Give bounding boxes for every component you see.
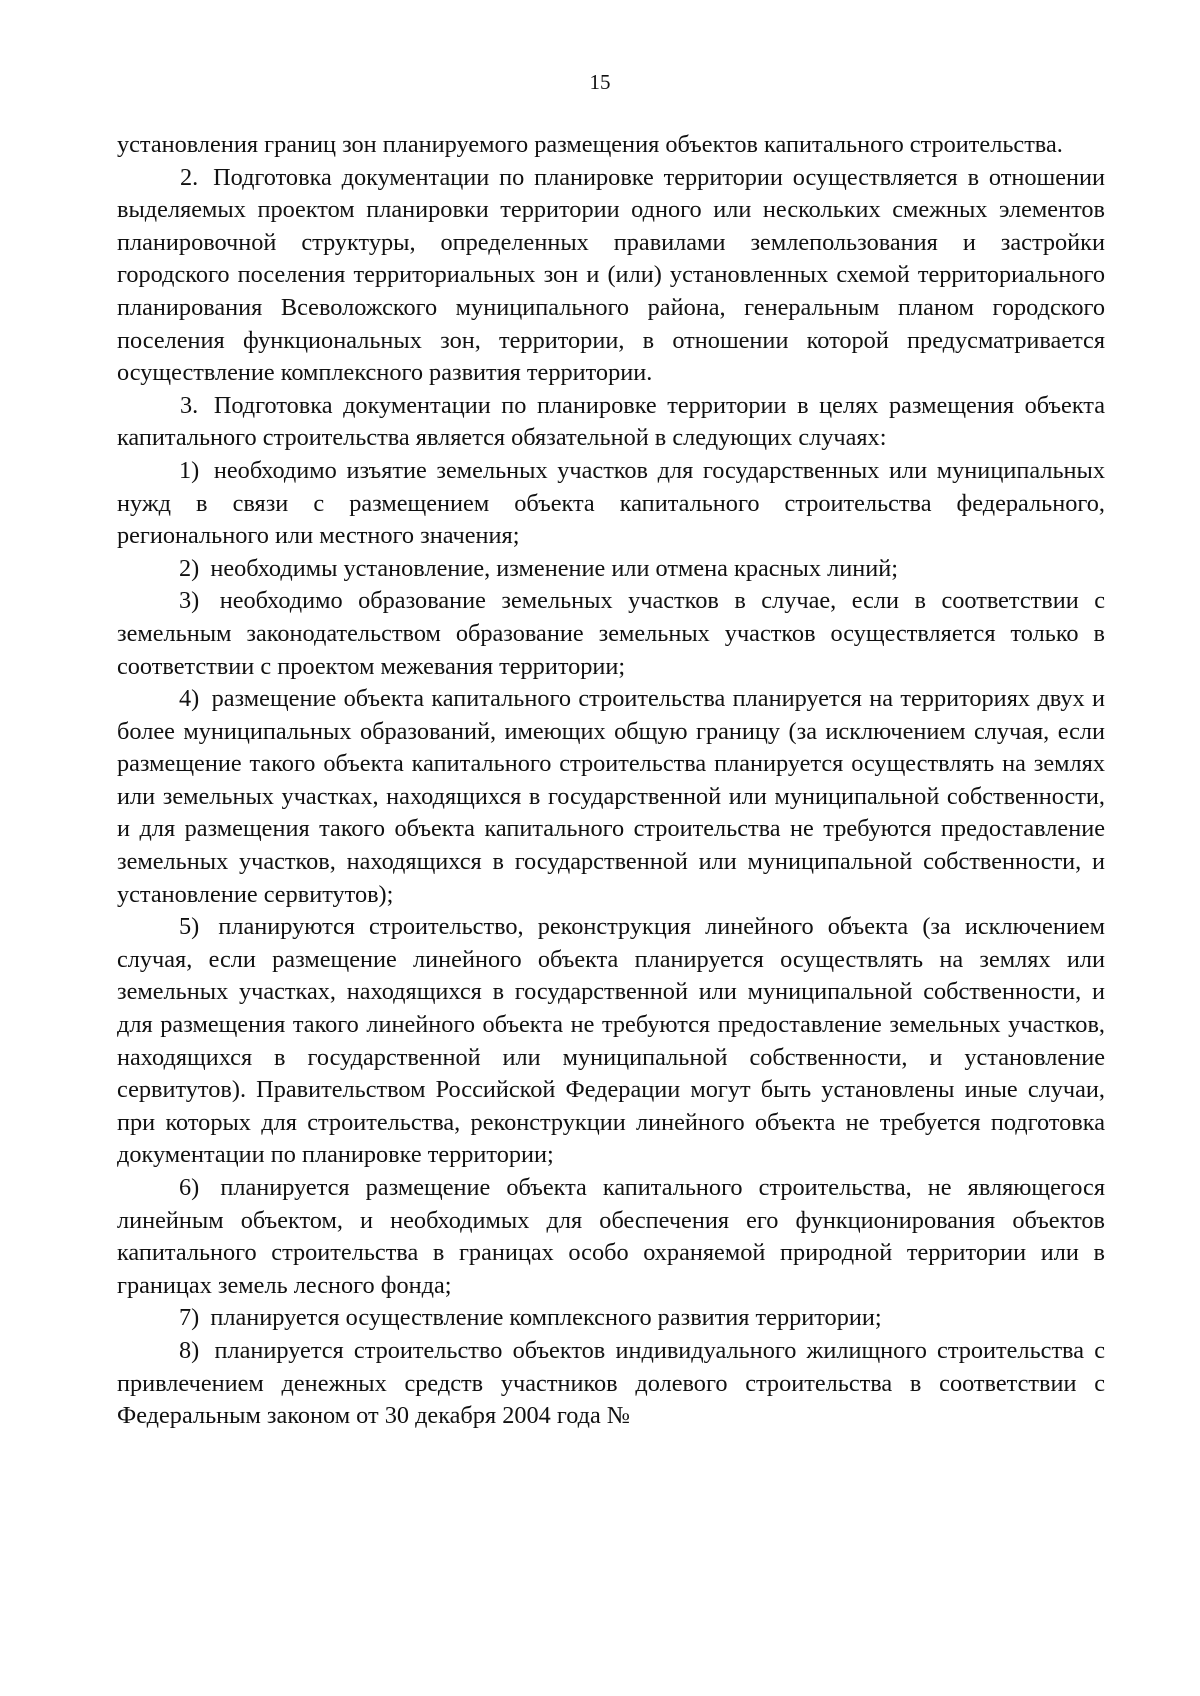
item-number: 8) bbox=[179, 1336, 200, 1364]
item-number: 5) bbox=[179, 913, 200, 941]
list-item-6 bbox=[117, 1172, 1105, 1302]
item-number: 4) bbox=[179, 685, 200, 713]
list-item-text: планируется размещение объекта капитального строительства, не являющегося линейным объектом, и необходимых для обеспечения его функционирования объектов капитального строительства в границах особо охраняемой природной территории или в границах земель лесного фонда; bbox=[117, 1174, 1105, 1299]
page-number: 15 bbox=[589, 70, 611, 94]
document-body bbox=[117, 129, 1105, 1433]
list-item-2 bbox=[117, 553, 1105, 586]
list-item-text: необходимы установление, изменение или отмена красных линий; bbox=[210, 554, 898, 582]
item-number: 3. bbox=[180, 391, 199, 419]
list-item-text: размещение объекта капитального строительства планируется на территориях двух и более муниципальных образований, имеющих общую границу (за исключением случая, если размещение такого объекта капитального строительства планируется осуществлять на землях или земельных участках, находящихся в государственной или муниципальной собственности, и для размещения такого объекта капитального строительства не требуются предоставление земельных участков, находящихся в государственной или муниципальной собственности, и установление сервитутов); bbox=[117, 685, 1106, 908]
list-item-text: планируются строительство, реконструкция линейного объекта (за исключением случая, если размещение линейного объекта планируется осуществлять на землях или земельных участках, находящихся в государственной или муниципальной собственности, и для размещения такого линейного объекта не требуются предоставление земельных участков, находящихся в государственной или муниципальной собственности, и установление сервитутов). Правительством Российской Федерации могут быть установлены иные случаи, при которых для строительства, реконструкции линейного объекта не требуется подготовка документации по планировке территории; bbox=[117, 913, 1105, 1169]
list-item-1 bbox=[117, 455, 1105, 553]
list-item-5 bbox=[117, 911, 1105, 1172]
item-number: 3) bbox=[179, 587, 200, 615]
paragraph-text: Подготовка документации по планировке территории в целях размещения объекта капитального строительства является обязательной в следующих случаях: bbox=[117, 391, 1106, 452]
item-number: 6) bbox=[179, 1174, 200, 1201]
paragraph-text: Подготовка документации по планировке территории осуществляется в отношении выделяемых проектом планировки территории одного или нескольких смежных элементов планировочной структуры, определенных правилами землепользования и застройки городского поселения территориальных зон и (или) установленных схемой территориального планирования Всеволожского муниципального района, генеральным планом городского поселения функциональных зон, территории, в отношении которой предусматривается осуществление комплексного развития территории. bbox=[117, 163, 1105, 387]
item-number: 1) bbox=[179, 456, 200, 484]
list-item-4 bbox=[117, 683, 1105, 911]
item-number: 2) bbox=[179, 554, 200, 582]
item-number: 7) bbox=[179, 1304, 200, 1332]
paragraph-text: установления границ зон планируемого размещения объектов капитального строительства. bbox=[117, 131, 1063, 158]
paragraph-item-2 bbox=[117, 162, 1105, 390]
item-number: 2. bbox=[180, 163, 199, 191]
list-item-7 bbox=[117, 1302, 1105, 1335]
list-item-text: планируется строительство объектов индивидуального жилищного строительства с привлечением денежных средств участников долевого строительства в соответствии с Федеральным законом от 30 декабря 2004 года № bbox=[117, 1336, 1105, 1430]
paragraph-item-3 bbox=[117, 390, 1105, 455]
list-item-text: необходимо изъятие земельных участков для государственных или муниципальных нужд в связи с размещением объекта капитального строительства федерального, регионального или местного значения; bbox=[117, 456, 1105, 550]
list-item-text: планируется осуществление комплексного развития территории; bbox=[210, 1304, 882, 1332]
list-item-text: необходимо образование земельных участков в случае, если в соответствии с земельным законодательством образование земельных участков осуществляется только в соответствии с проектом межевания территории; bbox=[117, 587, 1105, 680]
list-item-3 bbox=[117, 585, 1105, 683]
paragraph-continuation bbox=[117, 129, 1105, 162]
list-item-8 bbox=[117, 1335, 1105, 1433]
